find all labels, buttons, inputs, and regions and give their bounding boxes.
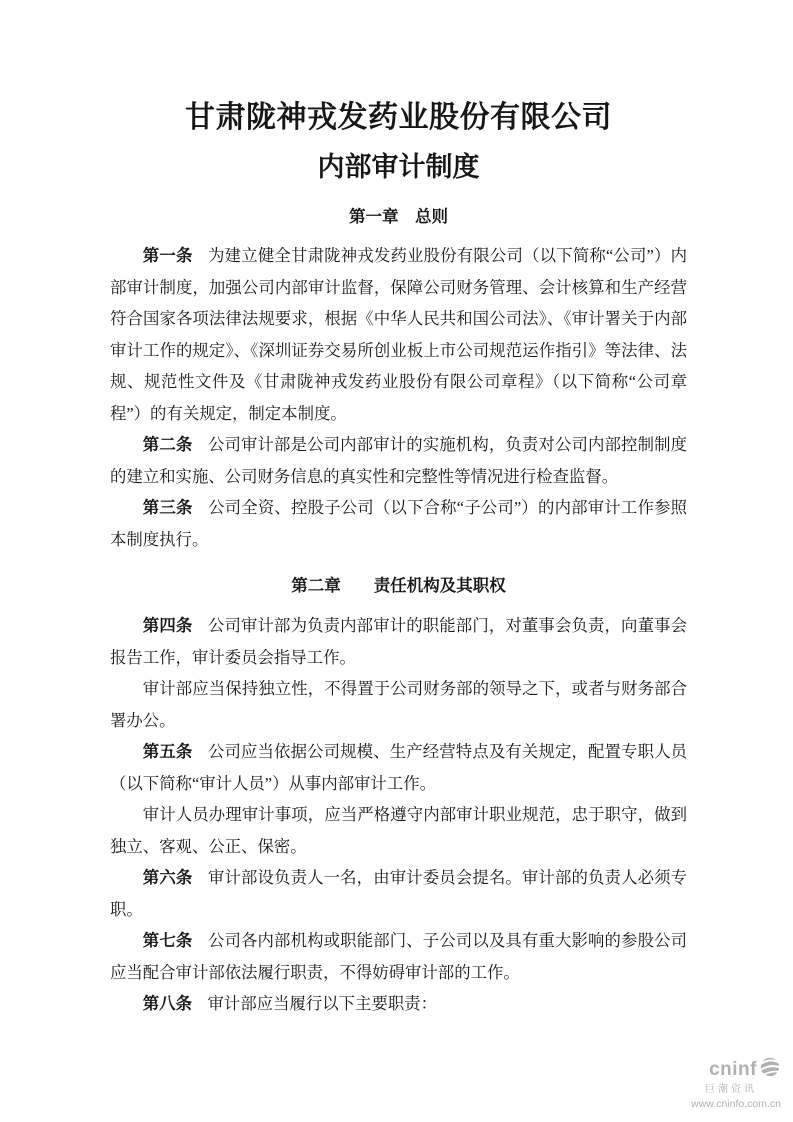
chapter-1-heading: 第一章 总则: [349, 207, 448, 226]
company-name-title: 甘肃陇神戎发药业股份有限公司: [185, 101, 612, 134]
article-8-paragraph: [110, 988, 687, 1020]
article-7-number: 第七条: [142, 931, 193, 950]
article-3-text: 公司全资、控股子公司（以下合称“子公司”）的内部审计工作参照本制度执行。: [110, 498, 687, 549]
article-5-continuation-paragraph: 审计人员办理审计事项，应当严格遵守内部审计职业规范，忠于职守，做到独立、客观、公正、保密。: [110, 805, 687, 856]
article-3-paragraph: [110, 492, 687, 555]
cninfo-swirl-icon: [759, 1056, 781, 1083]
article-8-text: 审计部应当履行以下主要职责：: [207, 994, 438, 1013]
article-5-text: 公司应当依据公司规模、生产经营特点及有关规定，配置专职人员（以下简称“审计人员”）从事内部审计工作。: [110, 742, 688, 793]
article-4-continuation-paragraph: 审计部应当保持独立性，不得置于公司财务部的领导之下，或者与财务部合署办公。: [110, 679, 687, 730]
article-6-paragraph: [110, 862, 687, 925]
article-2-paragraph: [110, 429, 687, 492]
article-5-paragraph: [110, 736, 687, 799]
document-title: 内部审计制度: [317, 152, 480, 182]
article-8-number: 第八条: [142, 994, 192, 1013]
cninfo-logo-text: cninf: [709, 1058, 757, 1080]
article-7-paragraph: [110, 925, 687, 988]
document-content: [110, 100, 687, 1020]
article-4-paragraph: [110, 610, 687, 673]
article-2-text: 公司审计部是公司内部审计的实施机构，负责对公司内部控制制度的建立和实施、公司财务信息的真实性和完整性等情况进行检查监督。: [110, 435, 688, 486]
article-2-number: 第二条: [142, 435, 193, 454]
cninfo-url: www.cninfo.com.cn: [691, 1097, 781, 1110]
article-7-text: 公司各内部机构或职能部门、子公司以及具有重大影响的参股公司应当配合审计部依法履行职责，不得妨碍审计部的工作。: [110, 931, 688, 982]
article-1-paragraph: [110, 240, 687, 429]
article-3-number: 第三条: [142, 498, 193, 517]
article-4-number: 第四条: [142, 616, 193, 635]
article-6-number: 第六条: [142, 868, 193, 887]
cninfo-chinese-name: 巨潮资讯: [705, 1084, 757, 1096]
article-1-number: 第一条: [142, 246, 193, 265]
article-5-number: 第五条: [142, 742, 193, 761]
article-4-text: 公司审计部为负责内部审计的职能部门，对董事会负责，向董事会报告工作，审计委员会指导工作。: [110, 616, 688, 667]
cninfo-watermark: [631, 1056, 781, 1110]
chapter-2-heading: 第二章 责任机构及其职权: [291, 576, 506, 595]
article-1-text: 为建立健全甘肃陇神戎发药业股份有限公司（以下简称“公司”）内部审计制度，加强公司内部审计监督，保障公司财务管理、会计核算和生产经营符合国家各项法律法规要求，根据《中华人民共和国公司法》、《审计署关于内部审计工作的规定》、《深圳证券交易所创业板上市公司规范运作指引》等法律、法规、规范性文件及《甘肃陇神戎发药业股份有限公司章程》（以下简称“公司章程”）的有关规定，制定本制度。: [110, 246, 687, 423]
cninfo-logo-row: [631, 1056, 781, 1083]
article-6-text: 审计部设负责人一名，由审计委员会提名。审计部的负责人必须专职。: [110, 868, 688, 919]
